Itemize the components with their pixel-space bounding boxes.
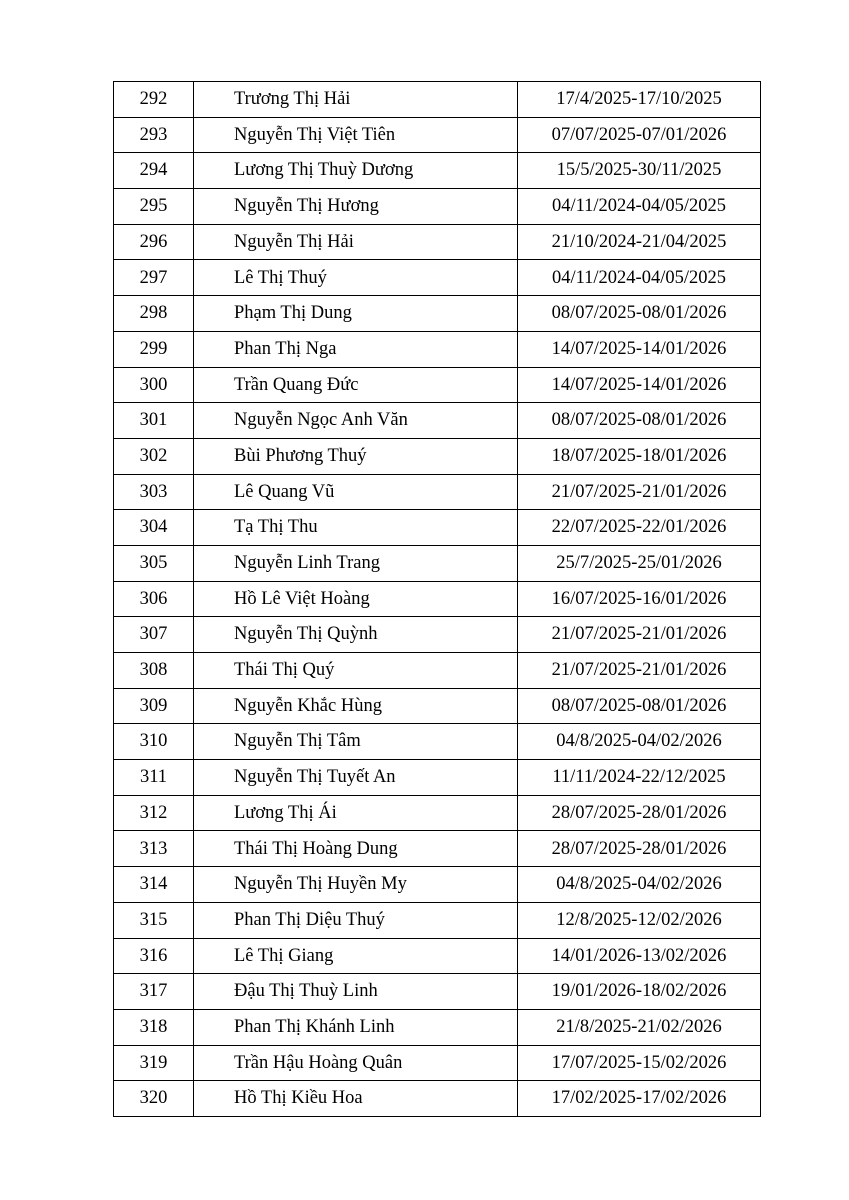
table-row: [114, 117, 761, 153]
date-range-cell: 18/07/2025-18/01/2026: [518, 438, 761, 474]
full-name-cell: Lương Thị Thuỳ Dương: [194, 153, 518, 189]
full-name-cell: Nguyễn Khắc Hùng: [194, 688, 518, 724]
table-row: [114, 260, 761, 296]
row-number-cell: 299: [114, 331, 194, 367]
full-name-cell: Trương Thị Hải: [194, 82, 518, 118]
table-row: [114, 510, 761, 546]
date-range-cell: 04/8/2025-04/02/2026: [518, 724, 761, 760]
full-name-cell: Nguyễn Linh Trang: [194, 545, 518, 581]
full-name-cell: Phan Thị Khánh Linh: [194, 1009, 518, 1045]
table-row: [114, 688, 761, 724]
full-name-cell: Trần Hậu Hoàng Quân: [194, 1045, 518, 1081]
table-row: [114, 331, 761, 367]
date-range-cell: 08/07/2025-08/01/2026: [518, 403, 761, 439]
row-number-cell: 298: [114, 296, 194, 332]
full-name-cell: Lê Thị Thuý: [194, 260, 518, 296]
row-number-cell: 302: [114, 438, 194, 474]
roster-table: [113, 81, 761, 1117]
date-range-cell: 04/8/2025-04/02/2026: [518, 867, 761, 903]
table-row: [114, 153, 761, 189]
full-name-cell: Nguyễn Thị Quỳnh: [194, 617, 518, 653]
row-number-cell: 319: [114, 1045, 194, 1081]
date-range-cell: 04/11/2024-04/05/2025: [518, 189, 761, 225]
full-name-cell: Nguyễn Thị Việt Tiên: [194, 117, 518, 153]
table-row: [114, 82, 761, 118]
date-range-cell: 21/07/2025-21/01/2026: [518, 653, 761, 689]
table-row: [114, 296, 761, 332]
full-name-cell: Phan Thị Nga: [194, 331, 518, 367]
row-number-cell: 313: [114, 831, 194, 867]
row-number-cell: 303: [114, 474, 194, 510]
full-name-cell: Lê Thị Giang: [194, 938, 518, 974]
table-row: [114, 545, 761, 581]
date-range-cell: 14/07/2025-14/01/2026: [518, 367, 761, 403]
date-range-cell: 22/07/2025-22/01/2026: [518, 510, 761, 546]
row-number-cell: 300: [114, 367, 194, 403]
date-range-cell: 21/07/2025-21/01/2026: [518, 617, 761, 653]
full-name-cell: Lương Thị Ái: [194, 795, 518, 831]
table-row: [114, 867, 761, 903]
row-number-cell: 292: [114, 82, 194, 118]
date-range-cell: 12/8/2025-12/02/2026: [518, 902, 761, 938]
table-row: [114, 474, 761, 510]
full-name-cell: Nguyễn Thị Tuyết An: [194, 760, 518, 796]
date-range-cell: 11/11/2024-22/12/2025: [518, 760, 761, 796]
table-row: [114, 938, 761, 974]
date-range-cell: 16/07/2025-16/01/2026: [518, 581, 761, 617]
row-number-cell: 308: [114, 653, 194, 689]
date-range-cell: 15/5/2025-30/11/2025: [518, 153, 761, 189]
date-range-cell: 14/07/2025-14/01/2026: [518, 331, 761, 367]
row-number-cell: 318: [114, 1009, 194, 1045]
row-number-cell: 314: [114, 867, 194, 903]
row-number-cell: 295: [114, 189, 194, 225]
row-number-cell: 316: [114, 938, 194, 974]
row-number-cell: 312: [114, 795, 194, 831]
row-number-cell: 309: [114, 688, 194, 724]
full-name-cell: Hồ Thị Kiều Hoa: [194, 1081, 518, 1117]
date-range-cell: 28/07/2025-28/01/2026: [518, 795, 761, 831]
date-range-cell: 21/8/2025-21/02/2026: [518, 1009, 761, 1045]
date-range-cell: 07/07/2025-07/01/2026: [518, 117, 761, 153]
row-number-cell: 294: [114, 153, 194, 189]
table-row: [114, 438, 761, 474]
full-name-cell: Nguyễn Thị Tâm: [194, 724, 518, 760]
table-row: [114, 1081, 761, 1117]
roster-table-body: [114, 82, 761, 1117]
table-row: [114, 367, 761, 403]
date-range-cell: 17/4/2025-17/10/2025: [518, 82, 761, 118]
row-number-cell: 320: [114, 1081, 194, 1117]
date-range-cell: 14/01/2026-13/02/2026: [518, 938, 761, 974]
row-number-cell: 305: [114, 545, 194, 581]
table-row: [114, 1045, 761, 1081]
row-number-cell: 307: [114, 617, 194, 653]
table-row: [114, 1009, 761, 1045]
row-number-cell: 317: [114, 974, 194, 1010]
row-number-cell: 315: [114, 902, 194, 938]
date-range-cell: 21/07/2025-21/01/2026: [518, 474, 761, 510]
full-name-cell: Lê Quang Vũ: [194, 474, 518, 510]
date-range-cell: 19/01/2026-18/02/2026: [518, 974, 761, 1010]
table-row: [114, 403, 761, 439]
table-row: [114, 189, 761, 225]
row-number-cell: 293: [114, 117, 194, 153]
table-row: [114, 795, 761, 831]
full-name-cell: Nguyễn Thị Hải: [194, 224, 518, 260]
table-row: [114, 831, 761, 867]
date-range-cell: 08/07/2025-08/01/2026: [518, 688, 761, 724]
full-name-cell: Hồ Lê Việt Hoàng: [194, 581, 518, 617]
table-row: [114, 581, 761, 617]
table-row: [114, 724, 761, 760]
full-name-cell: Bùi Phương Thuý: [194, 438, 518, 474]
date-range-cell: 25/7/2025-25/01/2026: [518, 545, 761, 581]
table-row: [114, 653, 761, 689]
full-name-cell: Tạ Thị Thu: [194, 510, 518, 546]
date-range-cell: 08/07/2025-08/01/2026: [518, 296, 761, 332]
table-row: [114, 224, 761, 260]
date-range-cell: 04/11/2024-04/05/2025: [518, 260, 761, 296]
full-name-cell: Trần Quang Đức: [194, 367, 518, 403]
full-name-cell: Phạm Thị Dung: [194, 296, 518, 332]
date-range-cell: 21/10/2024-21/04/2025: [518, 224, 761, 260]
row-number-cell: 301: [114, 403, 194, 439]
full-name-cell: Đậu Thị Thuỳ Linh: [194, 974, 518, 1010]
row-number-cell: 297: [114, 260, 194, 296]
date-range-cell: 17/02/2025-17/02/2026: [518, 1081, 761, 1117]
table-row: [114, 902, 761, 938]
full-name-cell: Nguyễn Thị Huyền My: [194, 867, 518, 903]
row-number-cell: 310: [114, 724, 194, 760]
table-row: [114, 617, 761, 653]
full-name-cell: Nguyễn Thị Hương: [194, 189, 518, 225]
full-name-cell: Nguyễn Ngọc Anh Văn: [194, 403, 518, 439]
date-range-cell: 28/07/2025-28/01/2026: [518, 831, 761, 867]
full-name-cell: Thái Thị Hoàng Dung: [194, 831, 518, 867]
table-row: [114, 760, 761, 796]
row-number-cell: 311: [114, 760, 194, 796]
table-row: [114, 974, 761, 1010]
row-number-cell: 296: [114, 224, 194, 260]
date-range-cell: 17/07/2025-15/02/2026: [518, 1045, 761, 1081]
full-name-cell: Phan Thị Diệu Thuý: [194, 902, 518, 938]
row-number-cell: 306: [114, 581, 194, 617]
full-name-cell: Thái Thị Quý: [194, 653, 518, 689]
row-number-cell: 304: [114, 510, 194, 546]
